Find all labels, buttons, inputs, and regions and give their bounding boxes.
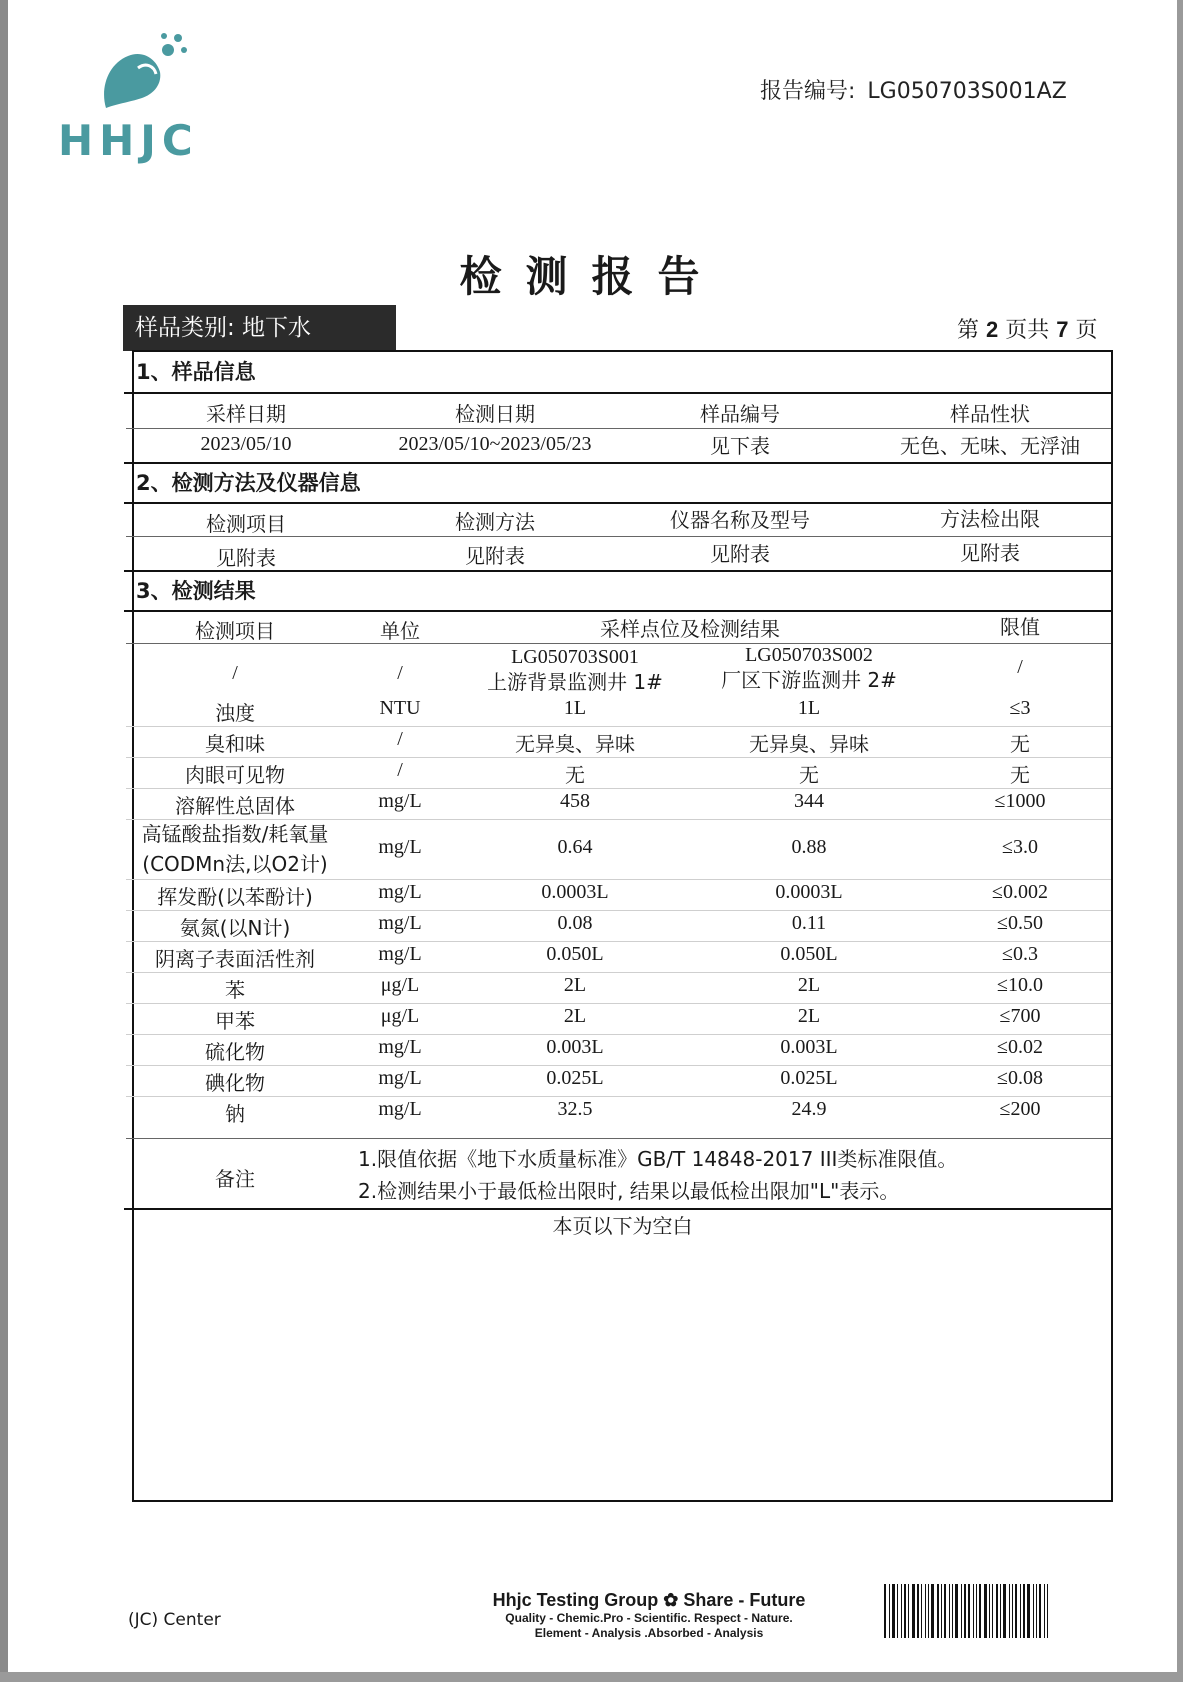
s1-value-sample-trait: 无色、无味、无浮油 <box>900 434 1080 458</box>
result-s1: 32.5 <box>557 1098 593 1120</box>
barcode-bar <box>931 1584 934 1638</box>
barcode-icon <box>884 1584 1050 1638</box>
barcode-bar <box>884 1584 886 1638</box>
barcode-bar <box>949 1584 950 1638</box>
barcode-bar <box>925 1584 926 1638</box>
barcode-bar <box>1012 1584 1013 1638</box>
leaf-drop-icon <box>98 28 194 112</box>
barcode-bar <box>1015 1584 1017 1638</box>
sample-2-name: 厂区下游监测井 2# <box>721 668 897 692</box>
sample-category: 样品类别: 地下水 <box>123 305 396 351</box>
result-s1: 458 <box>560 790 590 812</box>
s3-sample-item: / <box>232 662 238 684</box>
result-item: 甲苯 <box>215 1009 255 1033</box>
result-item: 苯 <box>225 978 245 1002</box>
result-limit: 无 <box>1010 734 1030 756</box>
notes-label: 备注 <box>215 1167 255 1191</box>
result-s1: 2L <box>563 974 587 996</box>
page-suffix: 页 <box>1075 318 1098 343</box>
result-unit: / <box>397 759 403 781</box>
row-divider <box>126 972 1111 973</box>
group-tagline: Share - Future <box>683 1590 806 1610</box>
s2-header-method: 检测方法 <box>455 510 535 534</box>
barcode-bar <box>944 1584 946 1638</box>
note-1: 1.限值依据《地下水质量标准》GB/T 14848-2017 III类标准限值。 <box>358 1147 958 1171</box>
logo-text: HHJC <box>58 116 199 165</box>
divider <box>126 428 1111 429</box>
result-item: 溶解性总固体 <box>175 794 295 818</box>
barcode-bar <box>952 1584 953 1638</box>
result-unit: mg/L <box>378 1098 422 1120</box>
row-divider <box>126 879 1111 880</box>
sample-1-code: LG050703S001 <box>511 646 639 668</box>
footer-line-2: Element - Analysis .Absorbed - Analysis <box>534 1626 764 1640</box>
result-s2: 0.0003L <box>775 881 843 903</box>
result-limit: ≤200 <box>999 1098 1041 1120</box>
page-current: 2 <box>986 317 999 342</box>
result-s1: 2L <box>563 1005 587 1027</box>
footer-group <box>484 1590 814 1641</box>
barcode-bar <box>1020 1584 1021 1638</box>
result-s2: 无 <box>799 765 819 787</box>
s3-header-unit: 单位 <box>380 619 420 643</box>
s3-header-limit: 限值 <box>1000 615 1040 639</box>
result-unit: mg/L <box>378 881 422 903</box>
flower-icon: ✿ <box>663 1590 679 1610</box>
result-limit: ≤0.02 <box>997 1036 1043 1058</box>
result-item: 氨氮(以N计) <box>179 916 291 940</box>
row-divider <box>126 1096 1111 1097</box>
result-item: 挥发酚(以苯酚计) <box>157 885 313 909</box>
result-unit: mg/L <box>378 912 422 934</box>
barcode-bar <box>908 1584 909 1638</box>
barcode-bar <box>904 1584 906 1638</box>
barcode-bar <box>1003 1584 1006 1638</box>
row-divider <box>126 1065 1111 1066</box>
s3-sample-point-1 <box>460 645 690 695</box>
result-limit: ≤700 <box>999 1005 1041 1027</box>
barcode-bar <box>917 1584 919 1638</box>
result-s2: 24.9 <box>791 1098 827 1120</box>
result-s2: 0.88 <box>791 836 827 858</box>
barcode-bar <box>1023 1584 1025 1638</box>
barcode-bar <box>921 1584 922 1638</box>
row-divider <box>126 726 1111 727</box>
s1-header-sample-id: 样品编号 <box>700 402 780 426</box>
row-divider <box>126 788 1111 789</box>
page-indicator <box>957 313 1098 344</box>
row-divider <box>126 1003 1111 1004</box>
row-divider <box>126 941 1111 942</box>
s3-header-results: 采样点位及检测结果 <box>600 617 780 641</box>
divider <box>126 643 1111 644</box>
barcode-bar <box>964 1584 966 1638</box>
page-middle: 页共 <box>1005 318 1050 343</box>
result-s2: 0.003L <box>780 1036 838 1058</box>
s3-header-item: 检测项目 <box>195 619 275 643</box>
result-s1: 0.64 <box>557 836 593 858</box>
barcode-bar <box>928 1584 929 1638</box>
barcode-bar <box>1033 1584 1034 1638</box>
barcode-bar <box>992 1584 993 1638</box>
result-item: 阴离子表面活性剂 <box>155 947 315 971</box>
result-unit: mg/L <box>378 943 422 965</box>
result-unit: / <box>397 728 403 750</box>
barcode-bar <box>901 1584 902 1638</box>
barcode-bar <box>897 1584 898 1638</box>
result-s1: 0.08 <box>557 912 593 934</box>
barcode-bar <box>937 1584 939 1638</box>
page-prefix: 第 <box>957 318 980 343</box>
s2-value-detection-limit: 见附表 <box>960 541 1020 565</box>
report-number-value: LG050703S001AZ <box>867 79 1067 104</box>
result-s1: 1L <box>563 697 587 719</box>
result-item: 肉眼可见物 <box>185 763 285 787</box>
result-s1: 无异臭、异味 <box>515 734 635 756</box>
result-unit: NTU <box>379 697 421 719</box>
barcode-bar <box>912 1584 915 1638</box>
result-limit: ≤1000 <box>994 790 1046 812</box>
s2-header-instrument: 仪器名称及型号 <box>670 508 810 532</box>
result-s2: 0.11 <box>791 912 827 934</box>
result-unit: mg/L <box>378 1067 422 1089</box>
barcode-bar <box>996 1584 998 1638</box>
section-1-title: 1、样品信息 <box>136 360 256 384</box>
footer-line-1: Quality - Chemic.Pro - Scientific. Respect - Nature. <box>505 1611 793 1625</box>
result-limit: ≤0.002 <box>992 881 1048 903</box>
result-item-line-2: (CODMn法,以O2计) <box>142 852 328 876</box>
result-s1: 0.003L <box>546 1036 604 1058</box>
barcode-bar <box>892 1584 895 1638</box>
result-s1: 0.0003L <box>541 881 609 903</box>
s2-value-item: 见附表 <box>216 546 276 570</box>
result-unit: mg/L <box>378 790 422 812</box>
company-logo <box>58 28 208 168</box>
result-unit: mg/L <box>378 836 422 858</box>
barcode-bar <box>989 1584 990 1638</box>
barcode-bar <box>976 1584 977 1638</box>
barcode-bar <box>1036 1584 1037 1638</box>
barcode-bar <box>1027 1584 1030 1638</box>
s1-value-sampling-date: 2023/05/10 <box>200 433 292 455</box>
s1-value-sample-id: 见下表 <box>710 434 770 458</box>
result-unit: mg/L <box>378 1036 422 1058</box>
barcode-bar <box>955 1584 958 1638</box>
result-s2: 344 <box>794 790 824 812</box>
sample-1-name: 上游背景监测井 1# <box>487 670 663 694</box>
barcode-bar <box>961 1584 962 1638</box>
result-item: 臭和味 <box>205 732 265 756</box>
result-s2: 2L <box>797 974 821 996</box>
footer-center-label: (JC) Center <box>128 1610 221 1630</box>
s1-header-test-date: 检测日期 <box>455 402 535 426</box>
result-unit: μg/L <box>380 1005 420 1027</box>
section-2-title: 2、检测方法及仪器信息 <box>136 471 361 495</box>
s2-header-detection-limit: 方法检出限 <box>940 507 1040 531</box>
blank-notice: 本页以下为空白 <box>552 1214 693 1238</box>
sample-2-code: LG050703S002 <box>745 644 873 666</box>
s2-header-item: 检测项目 <box>206 512 286 536</box>
report-number-label: 报告编号: <box>760 79 856 104</box>
row-divider <box>126 1034 1111 1035</box>
s3-sample-point-2 <box>694 643 924 693</box>
result-limit: ≤0.3 <box>1002 943 1038 965</box>
s3-sample-unit: / <box>397 662 403 684</box>
group-name: Hhjc Testing Group <box>492 1590 659 1610</box>
s1-header-sample-trait: 样品性状 <box>950 402 1030 426</box>
s2-value-instrument: 见附表 <box>710 542 770 566</box>
row-divider <box>126 910 1111 911</box>
s3-sample-limit: / <box>1017 656 1023 678</box>
result-limit: ≤0.50 <box>997 912 1043 934</box>
barcode-bar <box>1044 1584 1045 1638</box>
s1-value-test-date: 2023/05/10~2023/05/23 <box>398 433 592 455</box>
result-limit: 无 <box>1010 765 1030 787</box>
note-2: 2.检测结果小于最低检出限时, 结果以最低检出限加"L"表示。 <box>358 1179 900 1203</box>
row-divider <box>126 757 1111 758</box>
result-s1: 无 <box>565 765 585 787</box>
result-limit: ≤3 <box>1009 697 1031 719</box>
result-item: 硫化物 <box>205 1040 265 1064</box>
barcode-bar <box>979 1584 981 1638</box>
result-s2: 无异臭、异味 <box>749 734 869 756</box>
section-3-title: 3、检测结果 <box>136 579 256 603</box>
s2-value-method: 见附表 <box>465 544 525 568</box>
result-limit: ≤0.08 <box>997 1067 1043 1089</box>
result-s2: 1L <box>797 697 821 719</box>
result-item: 碘化物 <box>205 1071 265 1095</box>
divider <box>126 1138 1111 1139</box>
page-total: 7 <box>1056 317 1069 342</box>
barcode-bar <box>1039 1584 1041 1638</box>
result-item: 浊度 <box>215 701 255 725</box>
result-s2: 2L <box>797 1005 821 1027</box>
barcode-bar <box>968 1584 970 1638</box>
result-unit: μg/L <box>380 974 420 996</box>
divider <box>124 392 1113 394</box>
result-s1: 0.050L <box>546 943 604 965</box>
barcode-bar <box>1047 1584 1048 1638</box>
barcode-bar <box>973 1584 974 1638</box>
barcode-bar <box>1009 1584 1010 1638</box>
result-limit: ≤10.0 <box>997 974 1043 996</box>
barcode-bar <box>889 1584 890 1638</box>
s1-header-sampling-date: 采样日期 <box>206 402 286 426</box>
result-s2: 0.025L <box>780 1067 838 1089</box>
barcode-bar <box>941 1584 942 1638</box>
result-limit: ≤3.0 <box>1002 836 1038 858</box>
result-s2: 0.050L <box>780 943 838 965</box>
page-title: 检测报告 <box>459 252 724 301</box>
result-item <box>140 819 330 879</box>
footer-group-title <box>484 1590 814 1611</box>
result-s1: 0.025L <box>546 1067 604 1089</box>
result-item: 钠 <box>225 1102 245 1126</box>
result-item-line-1: 高锰酸盐指数/耗氧量 <box>141 822 329 846</box>
report-number <box>760 74 1067 105</box>
scan-edge-bottom <box>0 1672 1183 1682</box>
barcode-bar <box>984 1584 987 1638</box>
barcode-bar <box>1000 1584 1001 1638</box>
